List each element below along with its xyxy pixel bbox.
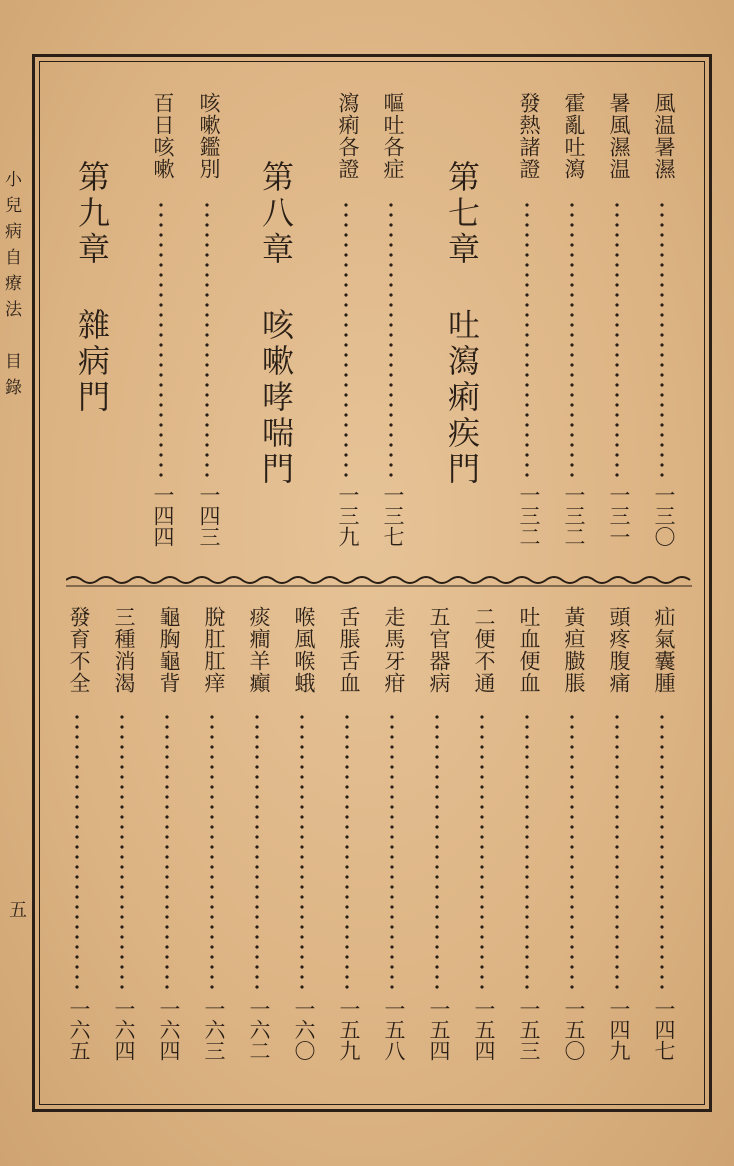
chapter-title: 吐瀉痢疾門 — [443, 308, 481, 488]
toc-entry-page: 一六〇 — [292, 998, 316, 1061]
toc-entry-page: 一六四 — [157, 998, 181, 1061]
chapter-heading — [258, 160, 294, 488]
toc-entry-title: 五官器病 — [427, 606, 451, 694]
toc-entry-title: 風温暑濕 — [652, 92, 676, 180]
leader-dots — [660, 712, 664, 992]
toc-entry-page: 一三七 — [381, 484, 405, 547]
wavy-divider — [66, 566, 692, 596]
toc-entry-title: 吐血便血 — [517, 606, 541, 694]
toc-entry-title: 痰癎羊癲 — [247, 606, 271, 694]
leader-dots — [120, 712, 124, 992]
toc-entry-title: 龜胸龜背 — [157, 606, 181, 694]
toc-entry-page: 一六三 — [202, 998, 226, 1061]
leader-dots — [300, 712, 304, 992]
running-header — [2, 170, 20, 404]
toc-entry-page: 一三〇 — [652, 484, 676, 547]
leader-dots — [159, 200, 163, 480]
leader-dots — [165, 712, 169, 992]
toc-entry-page: 一四三 — [197, 484, 221, 547]
chapter-title: 咳嗽哮喘門 — [257, 308, 295, 488]
toc-entry-title: 霍亂吐瀉 — [562, 92, 586, 180]
toc-entry-page: 一三一 — [607, 484, 631, 547]
leader-dots — [345, 712, 349, 992]
toc-entry-page: 一四七 — [652, 998, 676, 1061]
chapter-heading — [444, 160, 480, 488]
chapter-number: 第八章 — [257, 160, 295, 268]
toc-entry-page: 一三九 — [336, 484, 360, 547]
toc-entry-page: 一三二 — [562, 484, 586, 547]
toc-entry-page: 一五〇 — [562, 998, 586, 1061]
toc-entry-page: 一五三 — [517, 998, 541, 1061]
toc-entry-title: 疝氣囊腫 — [652, 606, 676, 694]
leader-dots — [615, 712, 619, 992]
toc-entry-title: 咳嗽鑑別 — [197, 92, 221, 180]
toc-entry-page: 一三二 — [517, 484, 541, 547]
leader-dots — [615, 200, 619, 480]
leader-dots — [389, 200, 393, 480]
toc-entry-title: 發育不全 — [67, 606, 91, 694]
toc-entry-title: 二便不通 — [472, 606, 496, 694]
leader-dots — [525, 200, 529, 480]
leader-dots — [570, 712, 574, 992]
section-label: 目錄 — [1, 352, 21, 404]
toc-entry-title: 走馬牙疳 — [382, 606, 406, 694]
toc-entry-page: 一六四 — [112, 998, 136, 1061]
leader-dots — [390, 712, 394, 992]
book-title: 小兒病自療法 — [1, 170, 21, 326]
leader-dots — [570, 200, 574, 480]
toc-entry-title: 頭疼腹痛 — [607, 606, 631, 694]
toc-entry-title: 舌脹舌血 — [337, 606, 361, 694]
toc-entry-title: 暑風濕温 — [607, 92, 631, 180]
toc-entry-page: 一五八 — [382, 998, 406, 1061]
leader-dots — [435, 712, 439, 992]
leader-dots — [660, 200, 664, 480]
chapter-title: 雜病門 — [73, 308, 111, 416]
toc-entry-page: 一五九 — [337, 998, 361, 1061]
toc-entry-page: 一四九 — [607, 998, 631, 1061]
leader-dots — [210, 712, 214, 992]
toc-entry-title: 黃疸臌脹 — [562, 606, 586, 694]
chapter-heading — [74, 160, 110, 416]
toc-entry-page: 一五四 — [427, 998, 451, 1061]
toc-entry-title: 三種消渴 — [112, 606, 136, 694]
toc-entry-page: 一六五 — [67, 998, 91, 1061]
toc-entry-title: 百日咳嗽 — [151, 92, 175, 180]
toc-entry-page: 一六二 — [247, 998, 271, 1061]
leader-dots — [255, 712, 259, 992]
toc-entry-page: 一五四 — [472, 998, 496, 1061]
toc-entry-title: 嘔吐各症 — [381, 92, 405, 180]
leader-dots — [205, 200, 209, 480]
page-number: 五 — [6, 900, 27, 918]
toc-entry-page: 一四四 — [151, 484, 175, 547]
toc-entry-title: 發熱諸證 — [517, 92, 541, 180]
toc-entry-title: 瀉痢各證 — [336, 92, 360, 180]
toc-entry-title: 喉風喉蛾 — [292, 606, 316, 694]
leader-dots — [75, 712, 79, 992]
toc-entry-title: 脫肛肛痒 — [202, 606, 226, 694]
chapter-number: 第九章 — [73, 160, 111, 268]
leader-dots — [480, 712, 484, 992]
leader-dots — [344, 200, 348, 480]
chapter-number: 第七章 — [443, 160, 481, 268]
leader-dots — [525, 712, 529, 992]
